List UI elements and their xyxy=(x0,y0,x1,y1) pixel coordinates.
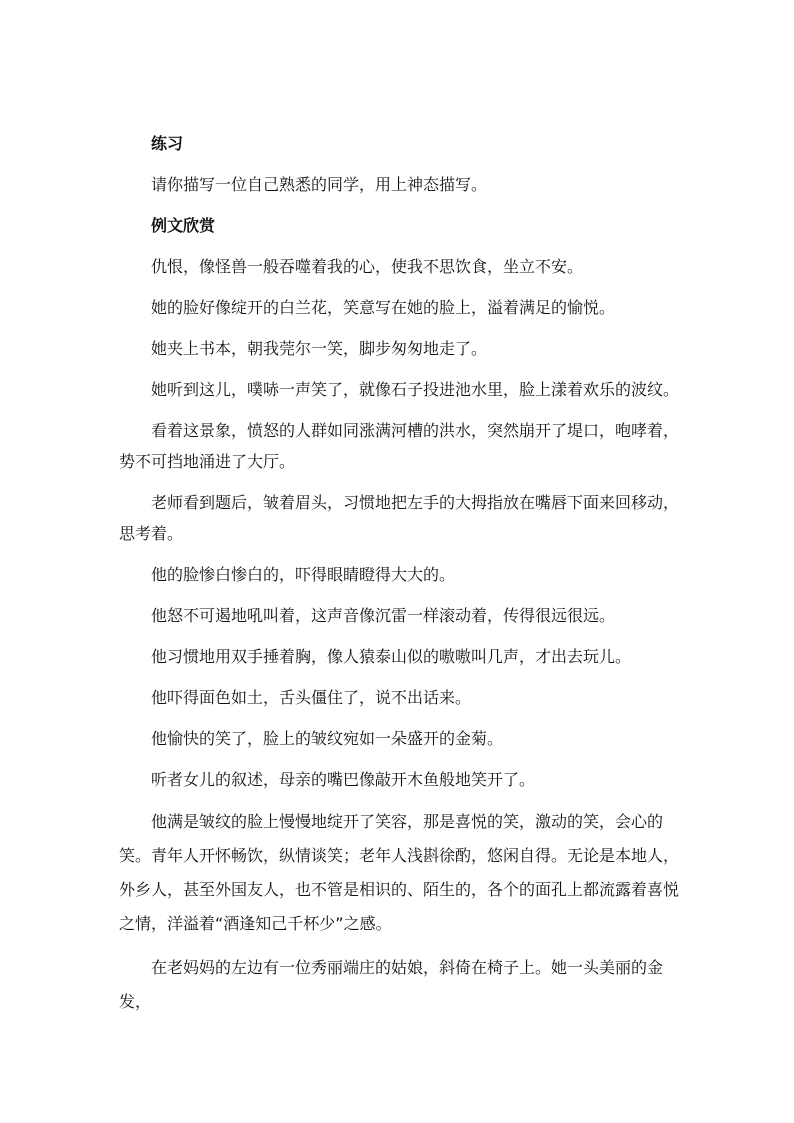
example-sentence: 看着这景象，愤怒的人群如同涨满河槽的洪水，突然崩开了堤口，咆哮着，势不可挡地涌进了大厅。 xyxy=(119,421,680,471)
example-sentence: 她听到这儿，噗哧一声笑了，就像石子投进池水里，脸上漾着欢乐的波纹。 xyxy=(151,380,680,399)
example-sentence: 她的脸好像绽开的白兰花，笑意写在她的脸上，溢着满足的愉悦。 xyxy=(151,298,616,317)
example-paragraph: 他满是皱纹的脸上慢慢地绽开了笑容，那是喜悦的笑，激动的笑，会心的笑。青年人开怀畅饮，纵情谈笑；老年人浅斟徐酌，悠闲自得。无论是本地人，外乡人，甚至外国友人，也不管是相识的、陌生的，各个的面孔上都流露着喜悦之情，洋溢着“酒逢知己千杯少”之感。 xyxy=(119,812,680,933)
example-sentence: 他愉快的笑了，脸上的皱纹宛如一朵盛开的金菊。 xyxy=(151,729,504,748)
example-sentence: 他的脸惨白惨白的，吓得眼睛瞪得大大的。 xyxy=(151,565,456,584)
example-paragraph: 在老妈妈的左边有一位秀丽端庄的姑娘，斜倚在椅子上。她一头美丽的金发， xyxy=(119,958,664,1011)
example-sentence: 听者女儿的叙述，母亲的嘴巴像敲开木鱼般地笑开了。 xyxy=(151,770,536,789)
example-sentence: 他吓得面色如土，舌头僵住了，说不出话来。 xyxy=(151,688,472,707)
practice-prompt: 请你描写一位自己熟悉的同学，用上神态描写。 xyxy=(151,175,488,194)
document-body xyxy=(119,128,687,1029)
example-sentence: 他习惯地用双手捶着胸，像人猿泰山似的嗷嗷叫几声，才出去玩儿。 xyxy=(151,647,632,666)
section-heading-practice: 练习 xyxy=(151,134,184,153)
example-sentence: 她夹上书本，朝我莞尔一笑，脚步匆匆地走了。 xyxy=(151,339,488,358)
example-sentence: 他怒不可遏地吼叫着，这声音像沉雷一样滚动着，传得很远很远。 xyxy=(151,606,616,625)
example-sentence: 老师看到题后，皱着眉头，习惯地把左手的大拇指放在嘴唇下面来回移动，思考着。 xyxy=(119,493,680,543)
section-heading-examples: 例文欣赏 xyxy=(151,216,216,235)
example-sentence: 仇恨，像怪兽一般吞噬着我的心，使我不思饮食，坐立不安。 xyxy=(151,257,584,276)
